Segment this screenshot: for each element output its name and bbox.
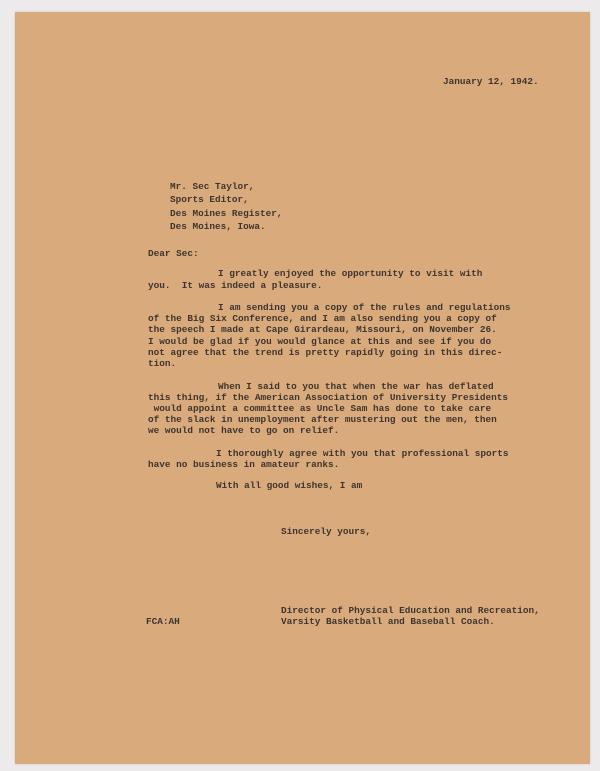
signer-title: Varsity Basketball and Baseball Coach. xyxy=(281,616,495,627)
body-line: have no business in amateur ranks. xyxy=(148,459,340,470)
body-line: would appoint a committee as Uncle Sam has done to take care xyxy=(148,403,492,414)
address-line: Mr. Sec Taylor, xyxy=(170,181,255,192)
body-line: I thoroughly agree with you that professional sports xyxy=(216,448,509,459)
reference-initials: FCA:AH xyxy=(146,616,180,627)
body-line: of the slack in unemployment after mustering out the men, then xyxy=(148,414,497,425)
body-line: this thing, if the American Association of University Presidents xyxy=(148,392,509,403)
body-line: you. It was indeed a pleasure. xyxy=(148,280,323,291)
body-line: I would be glad if you would glance at this and see if you do xyxy=(148,336,492,347)
body-line: When I said to you that when the war has deflated xyxy=(218,381,494,392)
body-line: I am sending you a copy of the rules and regulations xyxy=(218,302,511,313)
closing: Sincerely yours, xyxy=(281,526,372,537)
body-line: the speech I made at Cape Girardeau, Missouri, on November 26. xyxy=(148,324,497,335)
address-line: Sports Editor, xyxy=(170,194,249,205)
closing-wish: With all good wishes, I am xyxy=(216,480,363,491)
body-line: I greatly enjoyed the opportunity to visit with xyxy=(218,268,483,279)
letter-date: January 12, 1942. xyxy=(443,76,539,87)
salutation: Dear Sec: xyxy=(148,248,199,259)
body-line: tion. xyxy=(148,358,177,369)
body-line: not agree that the trend is pretty rapidly going in this direc- xyxy=(148,347,503,358)
address-line: Des Moines Register, xyxy=(170,208,283,219)
signer-title: Director of Physical Education and Recreation, xyxy=(281,605,540,616)
body-line: of the Big Six Conference, and I am also sending you a copy of xyxy=(148,313,497,324)
body-line: we would not have to go on relief. xyxy=(148,425,340,436)
address-line: Des Moines, Iowa. xyxy=(170,221,266,232)
